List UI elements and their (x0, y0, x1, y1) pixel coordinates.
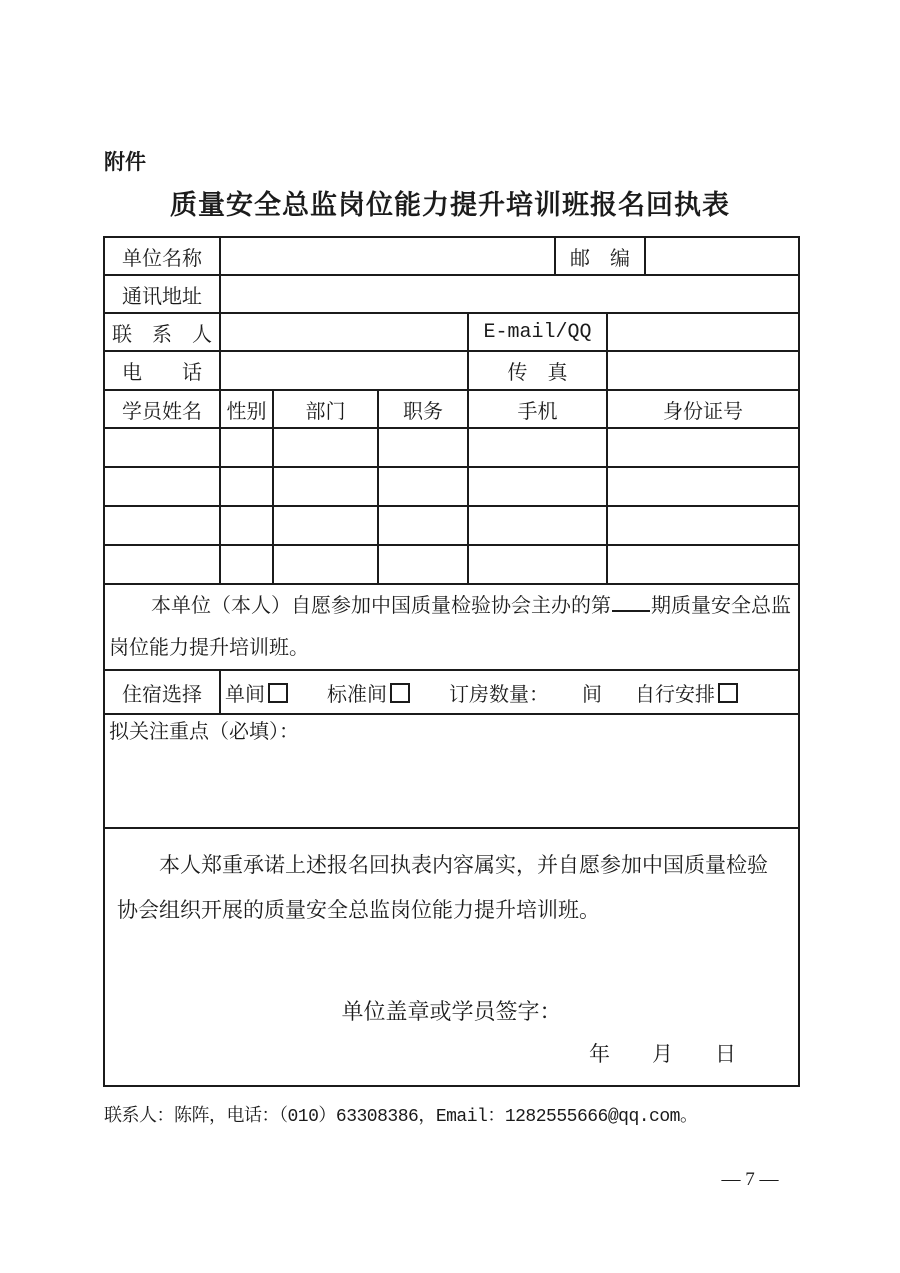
gender-cell (220, 428, 273, 467)
focus-field: 拟关注重点（必填）： (104, 714, 799, 828)
page-number: — 7 — (721, 1169, 779, 1190)
mobile-cell (468, 428, 607, 467)
department-cell (273, 545, 378, 584)
signature-label: 单位盖章或学员签字： (341, 999, 562, 1024)
fax-field (607, 351, 799, 390)
accommodation-row (104, 670, 799, 714)
id-number-cell (607, 506, 799, 545)
id-number-header: 身份证号 (607, 390, 799, 428)
commitment-statement: 本人郑重承诺上述报名回执表内容属实，并自愿参加中国质量检验协会组织开展的质量安全总监岗位能力提升培训班。 (117, 853, 768, 922)
email-qq-field (607, 313, 799, 351)
accommodation-options (220, 670, 799, 714)
gender-cell (220, 545, 273, 584)
department-cell (273, 506, 378, 545)
student-header-row (104, 390, 799, 428)
mobile-cell (468, 467, 607, 506)
contact-label: 联 系 人 (104, 313, 220, 351)
position-cell (378, 545, 468, 584)
student-name-cell (104, 506, 220, 545)
student-name-header: 学员姓名 (104, 390, 220, 428)
gender-cell (220, 506, 273, 545)
commitment-row (104, 828, 799, 1086)
contact-footer: 联系人：陈阵，电话：（010）63308386，Email：1282555666@qq.com。 (104, 1107, 698, 1127)
department-cell (273, 428, 378, 467)
page-title: 质量安全总监岗位能力提升培训班报名回执表 (170, 190, 730, 220)
session-number-blank (612, 607, 650, 612)
unit-name-row (104, 237, 799, 275)
student-name-cell (104, 545, 220, 584)
address-row (104, 275, 799, 313)
registration-form-table (103, 236, 800, 1087)
id-number-cell (607, 545, 799, 584)
single-room-label: 单间 (225, 683, 265, 706)
position-cell (378, 506, 468, 545)
unit-name-field (220, 237, 555, 275)
id-number-cell (607, 467, 799, 506)
position-header: 职务 (378, 390, 468, 428)
participation-statement (104, 584, 799, 670)
single-room-checkbox-icon (268, 683, 288, 703)
position-cell (378, 467, 468, 506)
participation-row (104, 584, 799, 670)
unit-name-label: 单位名称 (104, 237, 220, 275)
accommodation-label: 住宿选择 (104, 670, 220, 714)
focus-row (104, 714, 799, 828)
position-cell (378, 428, 468, 467)
self-arrange-label: 自行安排 (635, 683, 715, 706)
department-cell (273, 467, 378, 506)
address-field (220, 275, 799, 313)
contact-field (220, 313, 468, 351)
date-label: 年 月 日 (589, 1042, 736, 1066)
postcode-field (645, 237, 799, 275)
standard-room-checkbox-icon (390, 683, 410, 703)
student-name-cell (104, 467, 220, 506)
department-header: 部门 (273, 390, 378, 428)
mobile-cell (468, 506, 607, 545)
phone-label: 电 话 (104, 351, 220, 390)
mobile-cell (468, 545, 607, 584)
address-label: 通讯地址 (104, 275, 220, 313)
student-empty-row (104, 467, 799, 506)
self-arrange-checkbox-icon (718, 683, 738, 703)
rooms-unit-label: 间 (582, 683, 602, 706)
phone-field (220, 351, 468, 390)
mobile-header: 手机 (468, 390, 607, 428)
postcode-label: 邮 编 (555, 237, 645, 275)
contact-row (104, 313, 799, 351)
student-name-cell (104, 428, 220, 467)
gender-header: 性别 (220, 390, 273, 428)
student-empty-row (104, 506, 799, 545)
student-empty-row (104, 428, 799, 467)
email-qq-label: E-mail/QQ (468, 313, 607, 351)
gender-cell (220, 467, 273, 506)
attachment-label: 附件 (104, 150, 146, 174)
fax-label: 传 真 (468, 351, 607, 390)
id-number-cell (607, 428, 799, 467)
participation-text-before: 本单位（本人）自愿参加中国质量检验协会主办的第 (151, 595, 611, 617)
booking-qty-label: 订房数量： (449, 683, 549, 706)
participation-text-after: 期质量安全总监岗位能力提升培训班。 (109, 595, 791, 659)
student-empty-row (104, 545, 799, 584)
phone-row (104, 351, 799, 390)
standard-room-label: 标准间 (327, 683, 387, 706)
commitment-section (104, 828, 799, 1086)
